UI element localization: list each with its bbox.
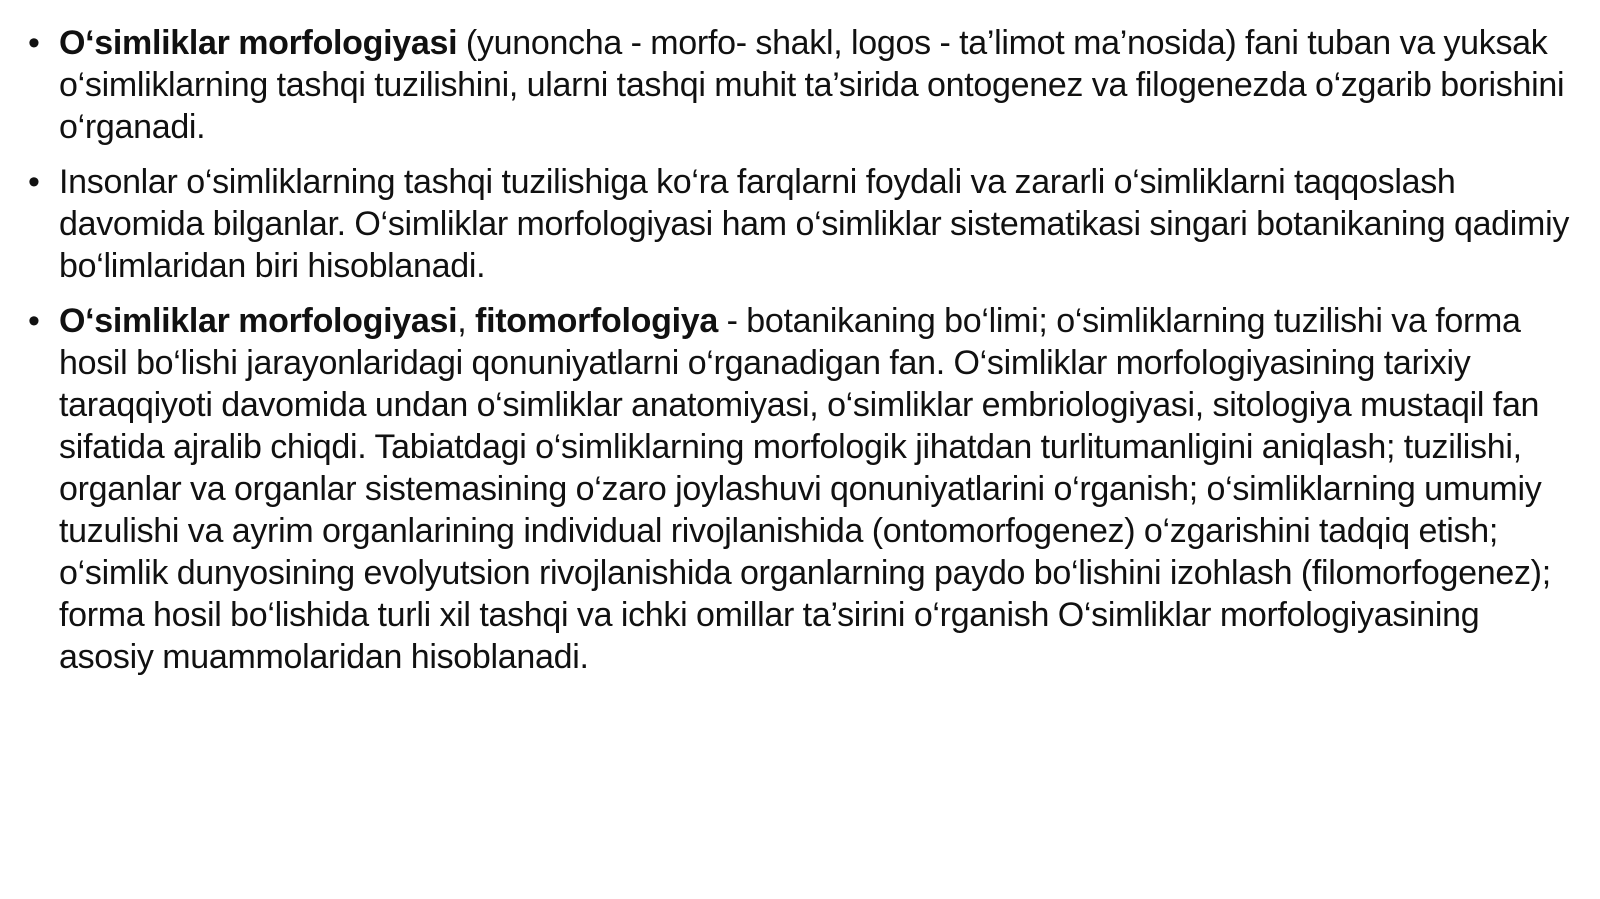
- bullet-item-3: [28, 300, 1570, 678]
- bullet-item-1: [28, 22, 1570, 148]
- bullet-text: [59, 163, 1569, 285]
- bold-term-2: fitomorfologiya: [475, 302, 718, 340]
- bullet-body: Insonlar o‘simliklarning tashqi tuzilishiga ko‘ra farqlarni foydali va zararli o‘simliklarni taqqoslash davomida bilganlar. O‘simliklar morfologiyasi ham o‘simliklar sistematikasi singari botanikaning qadimiy bo‘limlaridan biri hisoblanadi.: [59, 163, 1570, 285]
- bullet-dot-icon: •: [28, 302, 40, 340]
- bullet-dot-icon: •: [28, 163, 40, 201]
- bullet-dot-icon: •: [28, 24, 40, 62]
- bullet-body: - botanikaning bo‘limi; o‘simliklarning tuzilishi va forma hosil bo‘lishi jarayonlaridagi qonuniyatlarni o‘rganadigan fan. O‘simliklar morfologiyasining tarixiy taraqqiyoti davomida undan o‘simliklar anatomiyasi, o‘simliklar embriologiyasi, sitologiya mustaqil fan sifatida ajralib chiqdi. Tabiatdagi o‘simliklarning morfologik jihatdan turlitumanligini aniqlash; tuzilishi, organlar va organlar sistemasining o‘zaro joylashuvi qonuniyatlarini o‘rganish; o‘simliklarning umumiy tuzulishi va ayrim organlarining individual rivojlanishida (ontomorfogenez) o‘zgarishini tadqiq etish; o‘simlik dunyosining evolyutsion rivojlanishida organlarning paydo bo‘lishini izohlash (filomorfogenez); forma hosil bo‘lishida turli xil tashqi va ichki omillar ta’sirini o‘rganish O‘simliklar morfologiyasining asosiy muammolaridan hisoblanadi.: [59, 302, 1551, 676]
- bold-term: O‘simliklar morfologiyasi: [59, 302, 458, 340]
- bold-term: O‘simliklar morfologiyasi: [59, 24, 458, 62]
- bullet-text: [59, 24, 1564, 146]
- bullet-item-2: [28, 161, 1570, 287]
- bullet-body: (yunoncha - morfo- shakl, logos - ta’limot ma’nosida) fani tuban va yuksak o‘simliklarning tashqi tuzilishini, ularni tashqi muhit ta’sirida ontogenez va filogenezda o‘zgarib borishini o‘rganadi.: [59, 24, 1565, 146]
- term-separator: ,: [457, 302, 476, 340]
- bullet-list: [28, 22, 1570, 678]
- bullet-text: [59, 302, 1551, 676]
